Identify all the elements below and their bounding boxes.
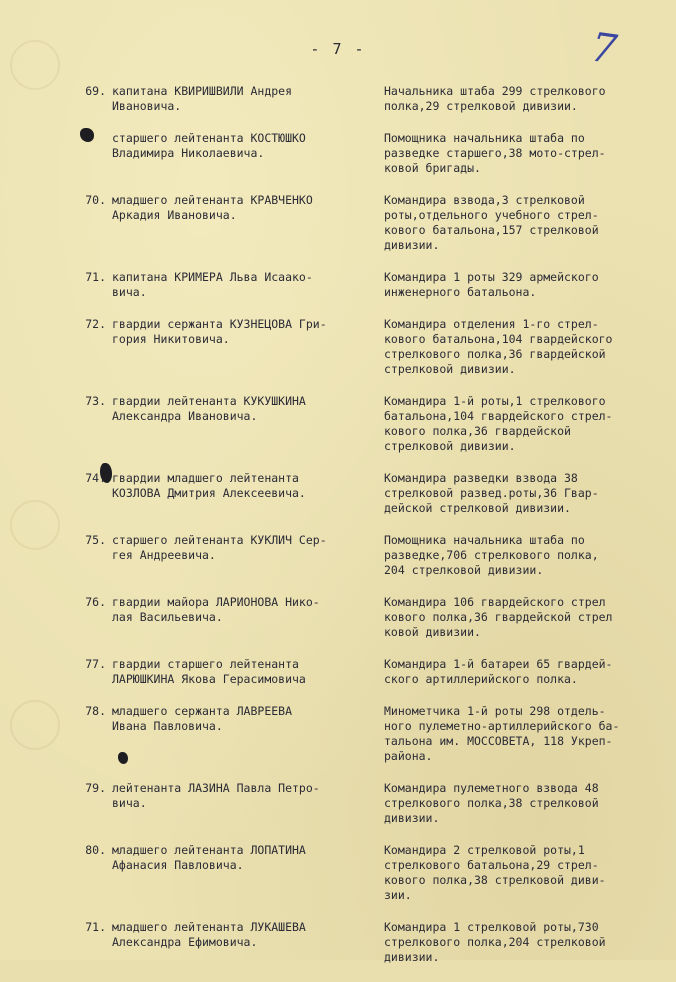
entry-name: старшего лейтенанта КОСТЮШКО Владимира Николаевича. <box>112 131 306 160</box>
entry-number: 70. <box>85 193 106 207</box>
entry-name: младшего сержанта ЛАВРЕЕВА Ивана Павловича. <box>112 704 293 733</box>
list-item <box>0 317 676 377</box>
entry-number: 79. <box>85 781 106 795</box>
entry-name: лейтенанта ЛАЗИНА Павла Петро- вича. <box>112 781 320 810</box>
page-number: - 7 - <box>310 40 366 58</box>
entry-name: гвардии сержанта КУЗНЕЦОВА Гри- гория Никитовича. <box>112 317 327 346</box>
list-item <box>0 533 676 578</box>
list-item <box>0 394 676 454</box>
entry-name: гвардии младшего лейтенанта КОЗЛОВА Дмитрия Алексеевича. <box>112 471 306 500</box>
entry-name: младшего лейтенанта ЛУКАШЕВА Александра Ефимовича. <box>112 920 306 949</box>
entry-number: 73. <box>85 394 106 408</box>
entry-position: Командира 1-й батареи 65 гвардей- ского артиллерийского полка. <box>384 657 613 686</box>
entry-number <box>72 131 112 176</box>
entry-number: 78. <box>85 704 106 718</box>
list-item <box>0 657 676 687</box>
watermark-stamp <box>10 40 60 90</box>
entry-position: Командира 106 гвардейского стрел кового полка,36 гвардейской стрел ковой дивизии. <box>384 595 613 639</box>
entry-number: 80. <box>85 843 106 857</box>
entry-name: гвардии майора ЛАРИОНОВА Нико- лая Васильевича. <box>112 595 320 624</box>
entry-position: Командира 1-й роты,1 стрелкового батальона,104 гвардейского стрел- кового полка,36 гвардейской стрелковой дивизии. <box>384 394 613 453</box>
entry-position: Помощника начальника штаба по разведке,706 стрелкового полка, 204 стрелковой дивизии. <box>384 533 599 577</box>
entry-position: Начальника штаба 299 стрелкового полка,29 стрелковой дивизии. <box>384 84 606 113</box>
entry-name: гвардии старшего лейтенанта ЛАРЮШКИНА Якова Герасимовича <box>112 657 306 686</box>
entry-number: 72. <box>85 317 106 331</box>
list-item <box>0 84 676 114</box>
entry-name: гвардии лейтенанта КУКУШКИНА Александра Ивановича. <box>112 394 306 423</box>
entry-position: Командира отделения 1-го стрел- кового батальона,104 гвардейского стрелкового полка,36 гвардейской стрелковой дивизии. <box>384 317 613 376</box>
entry-position: Помощника начальника штаба по разведке старшего,38 мото-стрел- ковой бригады. <box>384 131 606 175</box>
entry-position: Командира взвода,3 стрелковой роты,отдельного учебного стрел- кового батальона,157 стрелковой дивизии. <box>384 193 599 252</box>
entry-number: 71. <box>85 270 106 284</box>
list-item <box>0 920 676 965</box>
entry-name: младшего лейтенанта КРАВЧЕНКО Аркадия Ивановича. <box>112 193 313 222</box>
entry-position: Командира разведки взвода 38 стрелковой развед.роты,36 Гвар- дейской стрелковой дивизии. <box>384 471 599 515</box>
entry-name: капитана КРИМЕРА Льва Исаако- вича. <box>112 270 313 299</box>
entry-name: старшего лейтенанта КУКЛИЧ Сер- гея Андреевича. <box>112 533 327 562</box>
entry-position: Командира пулеметного взвода 48 стрелкового полка,38 стрелковой дивизии. <box>384 781 599 825</box>
entry-position: Командира 1 роты 329 армейского инженерного батальона. <box>384 270 599 299</box>
entry-number: 69. <box>85 84 106 98</box>
entry-number: 75. <box>85 533 106 547</box>
list-item <box>0 471 676 516</box>
entry-number: 74. <box>85 471 106 485</box>
list-item <box>0 270 676 300</box>
list-item <box>0 781 676 826</box>
list-item <box>0 193 676 253</box>
list-item <box>0 843 676 903</box>
award-list <box>0 84 676 982</box>
list-item <box>0 131 676 176</box>
entry-position: Командира 2 стрелковой роты,1 стрелкового батальона,29 стрел- кового полка,38 стрелковой диви- зии. <box>384 843 606 902</box>
entry-number: 76. <box>85 595 106 609</box>
list-item <box>0 704 676 764</box>
entry-name: младшего лейтенанта ЛОПАТИНА Афанасия Павловича. <box>112 843 306 872</box>
list-item <box>0 595 676 640</box>
entry-position: Командира 1 стрелковой роты,730 стрелкового полка,204 стрелковой дивизии. <box>384 920 606 964</box>
entry-position: Минометчика 1-й роты 298 отдель- ного пулеметно-артиллерийского ба- тальона им. МОССОВЕТА, 118 Укреп- района. <box>384 704 620 763</box>
handwritten-page-mark: 7 <box>587 24 620 74</box>
entry-number: 77. <box>85 657 106 671</box>
entry-name: капитана КВИРИШВИЛИ Андрея Ивановича. <box>112 84 293 113</box>
entry-number: 71. <box>85 920 106 934</box>
